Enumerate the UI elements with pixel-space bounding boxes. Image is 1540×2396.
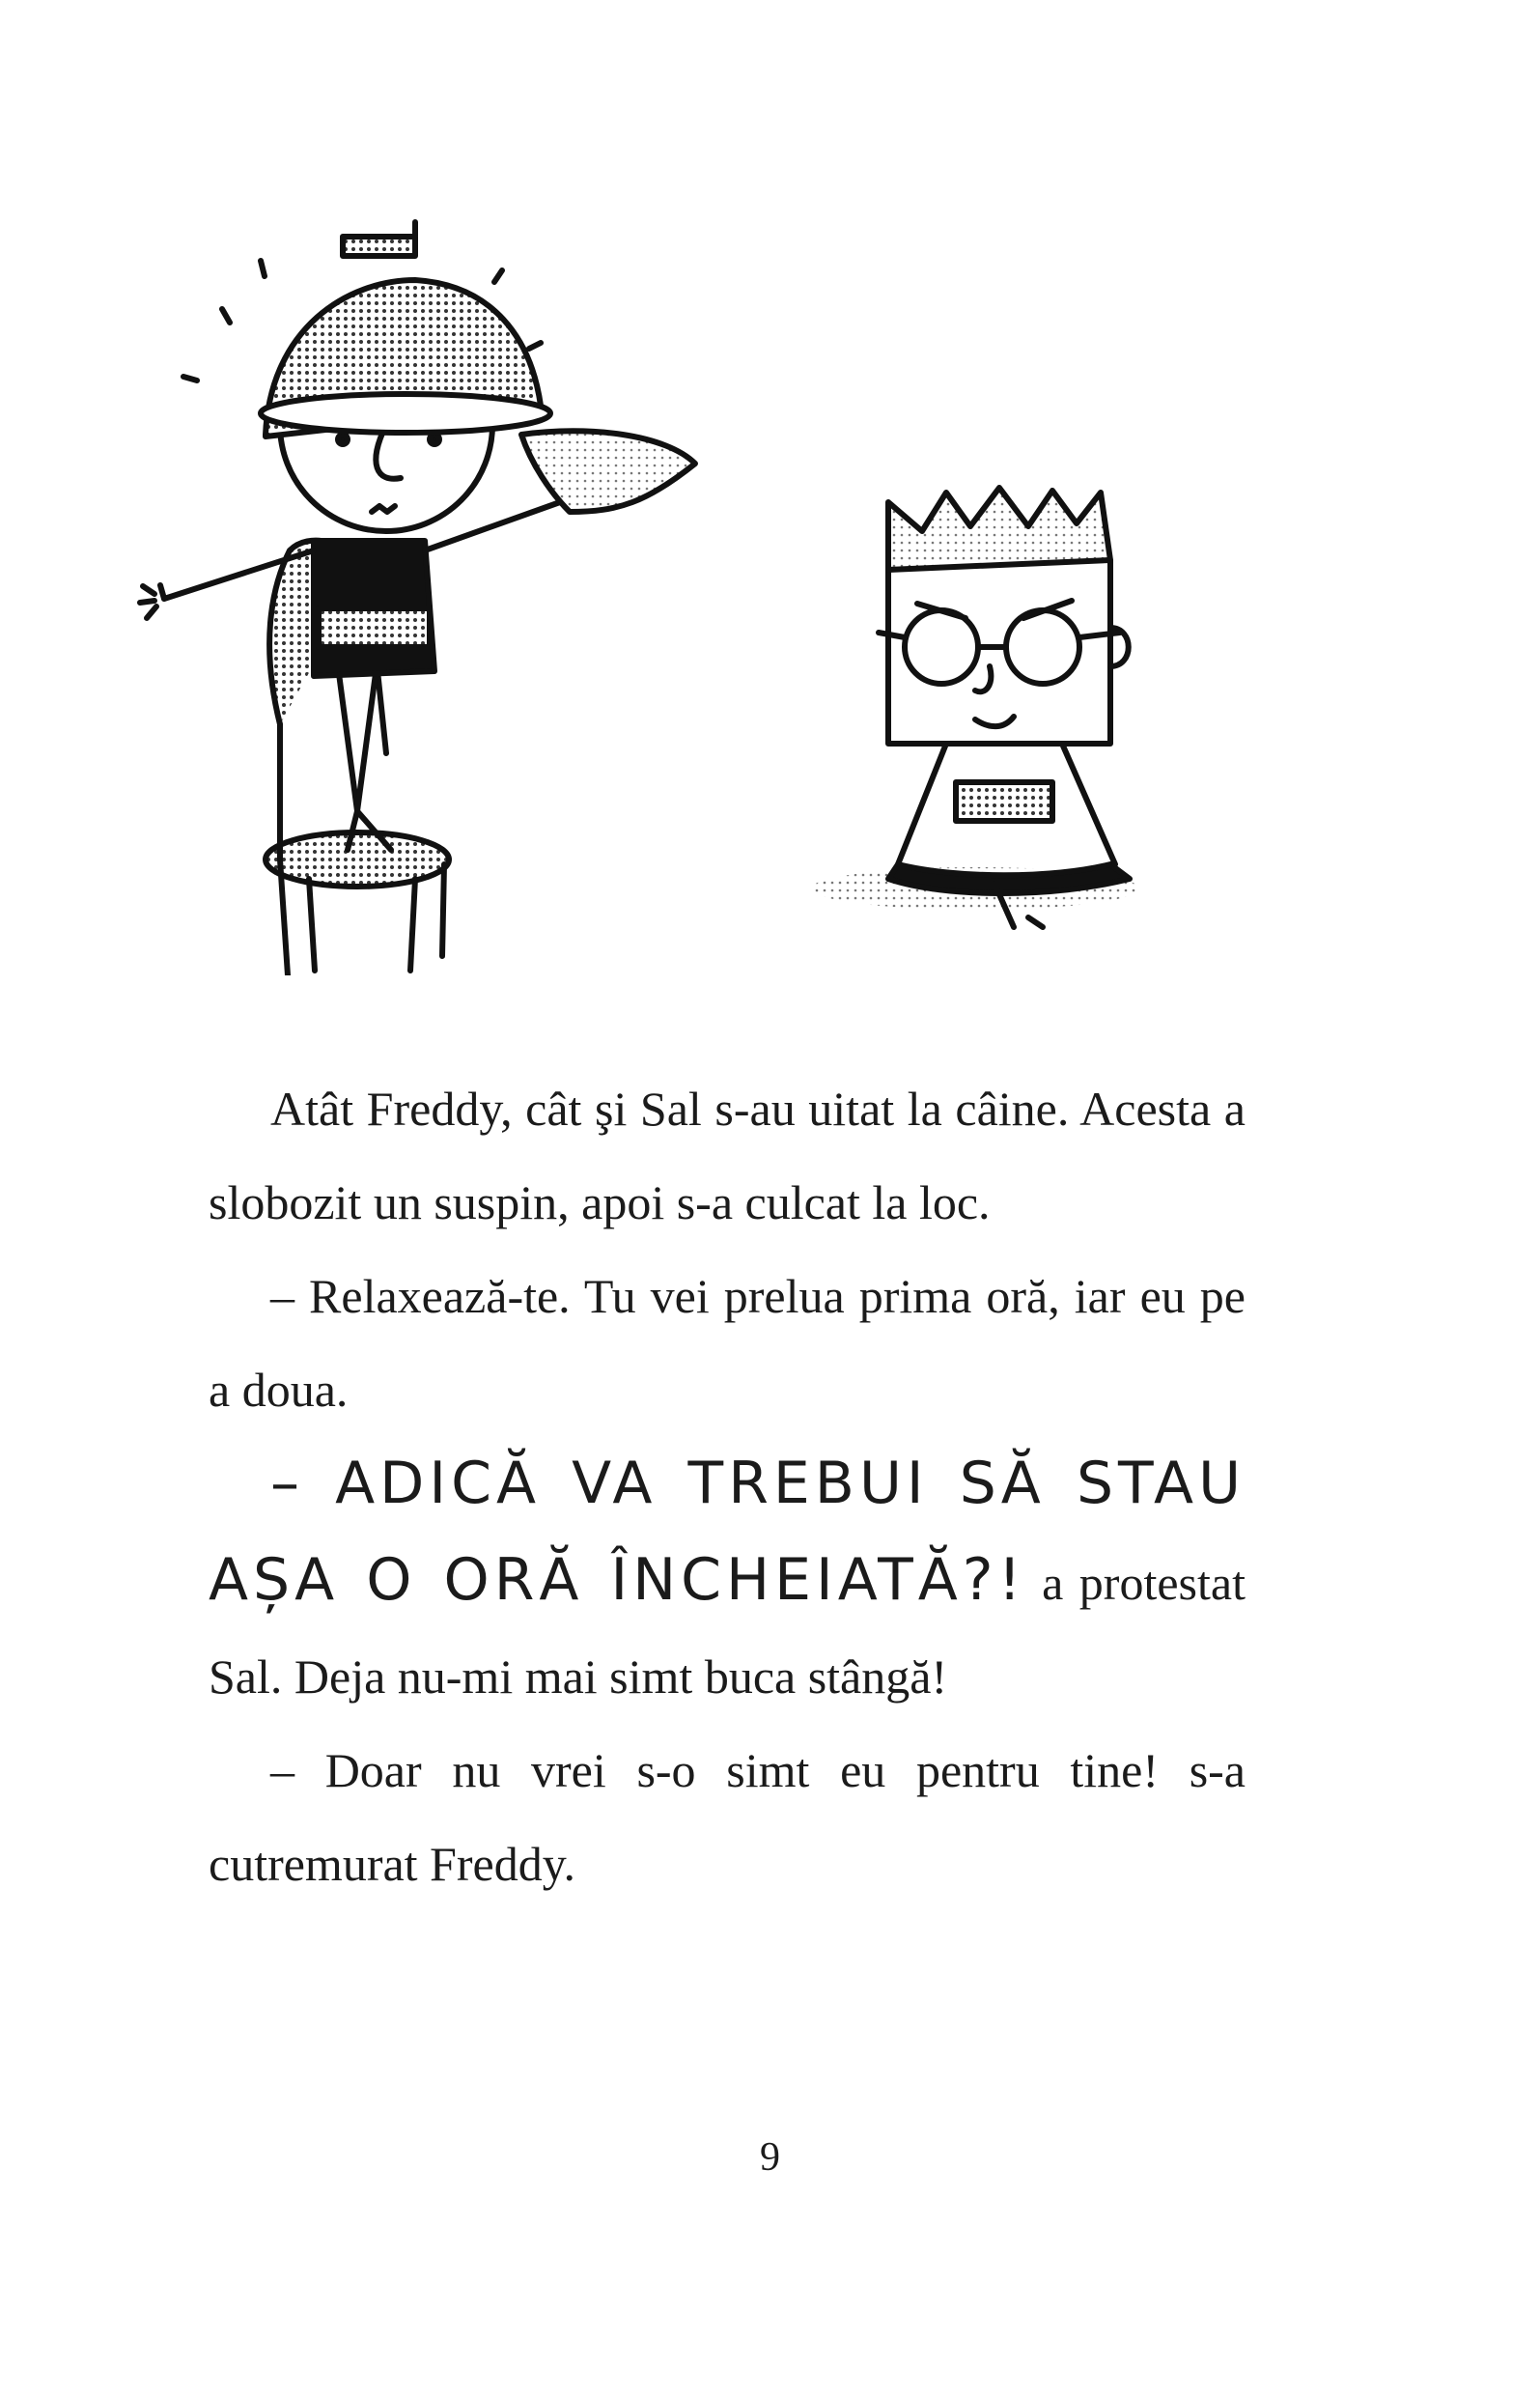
page-number: 9 — [760, 2135, 780, 2180]
paragraph-1: Atât Freddy, cât şi Sal s-au uitat la câine. Acesta a slobozit un suspin, apoi s-a culcat la loc. — [209, 1082, 1246, 1229]
paragraph-2: – Relaxează-te. Tu vei prelua prima oră, iar eu pe a doua. — [209, 1269, 1246, 1417]
shout-text: – ADICĂ VA TREBUI SĂ STAU AȘA O ORĂ ÎNCHEIATĂ?! — [209, 1450, 1246, 1614]
illustration — [126, 183, 1284, 975]
freddy-character — [140, 222, 695, 975]
paragraph-3-rest: a protestat Sal. Deja nu-mi mai simt buca stângă! — [209, 1556, 1246, 1704]
paragraph-4: – Doar nu vrei s-o simt eu pentru tine! s-a cutremurat Freddy. — [209, 1743, 1246, 1891]
paragraph-3 — [209, 1437, 1246, 1724]
sal-character — [811, 488, 1139, 927]
story-text — [209, 1062, 1246, 1911]
